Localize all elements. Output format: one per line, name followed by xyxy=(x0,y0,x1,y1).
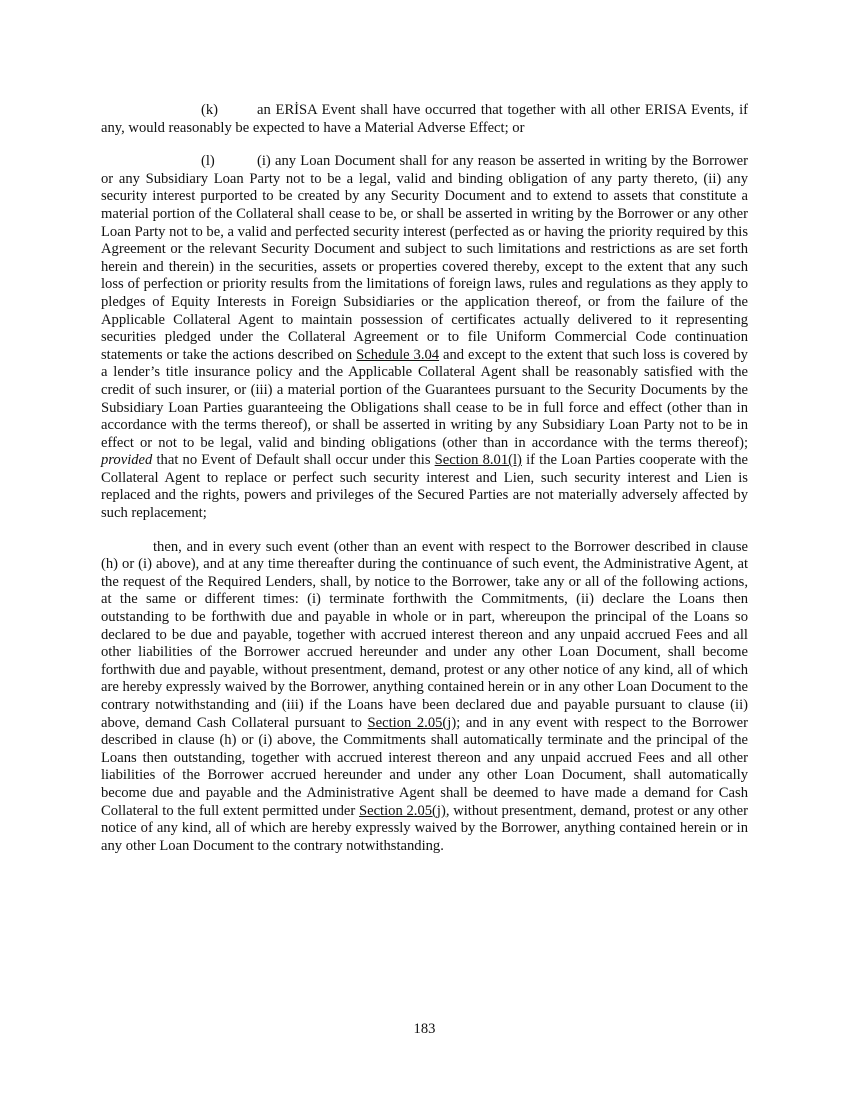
section-8-01-l-link[interactable]: Section 8.01(l) xyxy=(434,452,522,469)
paragraph-l-text-3: that no Event of Default shall occur under this xyxy=(152,452,435,469)
paragraph-then-text-1: then, and in every such event (other than an event with respect to the Borrower described in clause (h) or (i) above), and at any time thereafter during the continuance of such event, the Administrative Agent, at the request of the Required Lenders, shall, by notice to the Borrower, take any or all of the following actions, at the same or different times: (i) terminate forthwith the Commitments, (ii) declare the Loans then outstanding to be forthwith due and payable in whole or in part, whereupon the principal of the Loans so declared to be due and payable, together with accrued interest thereon and any unpaid accrued Fees and all other liabilities of the Borrower accrued hereunder and under any other Loan Document, shall become forthwith due and payable, without presentment, demand, protest or any other notice of any kind, all of which are hereby expressly waived by the Borrower, anything contained herein or in any other Loan Document to the contrary notwithstanding and (iii) if the Loans have been declared due and payable pursuant to clause (ii) above, demand Cash Collateral pursuant to xyxy=(101,538,748,731)
paragraph-l-text-1: (i) any Loan Document shall for any reason be asserted in writing by the Borrower or any Subsidiary Loan Party not to be a legal, valid and binding obligation of any party thereto, (ii) any security interest purported to be created by any Security Document and to extend to assets that constitute a material portion of the Collateral shall cease to be, or shall be asserted in writing by the Borrower or any other Loan Party not to be, a valid and perfected security interest (perfected as or having the priority required by this Agreement or the relevant Security Document and subject to such limitations and restrictions as are set forth herein and therein) in the securities, assets or properties covered thereby, except to the extent that any such loss of perfection or priority results from the limitations of foreign laws, rules and regulations as they apply to pledges of Equity Interests in Foreign Subsidiaries or the application thereof, or from the failure of the Applicable Collateral Agent to maintain possession of certificates actually delivered to it representing securities pledged under the Collateral Agreement or to file Uniform Commercial Code continuation statements or take the actions described on xyxy=(101,153,748,363)
clause-label-l: (l) xyxy=(201,153,215,170)
paragraph-l-text-4: if the Loan Parties cooperate with the Collateral Agent to replace or perfect such security interest and Lien, such security interest and Lien is replaced and the rights, powers and privileges of the Secured Parties are not materially adversely affected by such replacement; xyxy=(101,452,748,522)
section-2-05-j-link-1[interactable]: Section 2.05(j) xyxy=(367,714,457,731)
document-page xyxy=(101,102,748,871)
paragraph-l xyxy=(101,153,748,522)
paragraph-then xyxy=(101,539,748,856)
paragraph-then-text-2: ; and in any event with respect to the Borrower described in clause (h) or (i) above, the Commitments shall automatically terminate and the principal of the Loans then outstanding, together with accrued interest thereon and any unpaid accrued Fees and all other liabilities of the Borrower accrued hereunder and under any other Loan Document, shall automatically become due and payable and the Administrative Agent shall be deemed to have made a demand for Cash Collateral to the full extent permitted under xyxy=(101,714,748,819)
section-2-05-j-link-2[interactable]: Section 2.05(j) xyxy=(358,802,446,819)
clause-label-k: (k) xyxy=(201,102,219,118)
schedule-3-04-link[interactable]: Schedule 3.04 xyxy=(356,346,440,363)
paragraph-k-text: an ERİSA Event shall have occurred that together with all other ERISA Events, if any, would reasonably be expected to have a Material Adverse Effect; or xyxy=(101,102,748,136)
provided-term: provided xyxy=(101,452,153,469)
page-number: 183 xyxy=(413,1021,436,1037)
paragraph-l-text-2: and except to the extent that such loss is covered by a lender’s title insurance policy and the Applicable Collateral Agent shall be reasonably satisfied with the credit of such insurer, or (iii) a material portion of the Guarantees pursuant to the Security Documents by the Subsidiary Loan Parties guaranteeing the Obligations shall cease to be in full force and effect (other than in accordance with the terms thereof), or shall be asserted in writing by any Subsidiary Loan Party not to be in effect or not to be legal, valid and binding obligations (other than in accordance with the terms thereof); xyxy=(101,346,748,451)
paragraph-k xyxy=(101,102,748,137)
paragraph-then-text-3: , without presentment, demand, protest or any other notice of any kind, all of which are hereby expressly waived by the Borrower, anything contained herein or in any other Loan Document to the contrary notwithstanding. xyxy=(101,802,748,854)
